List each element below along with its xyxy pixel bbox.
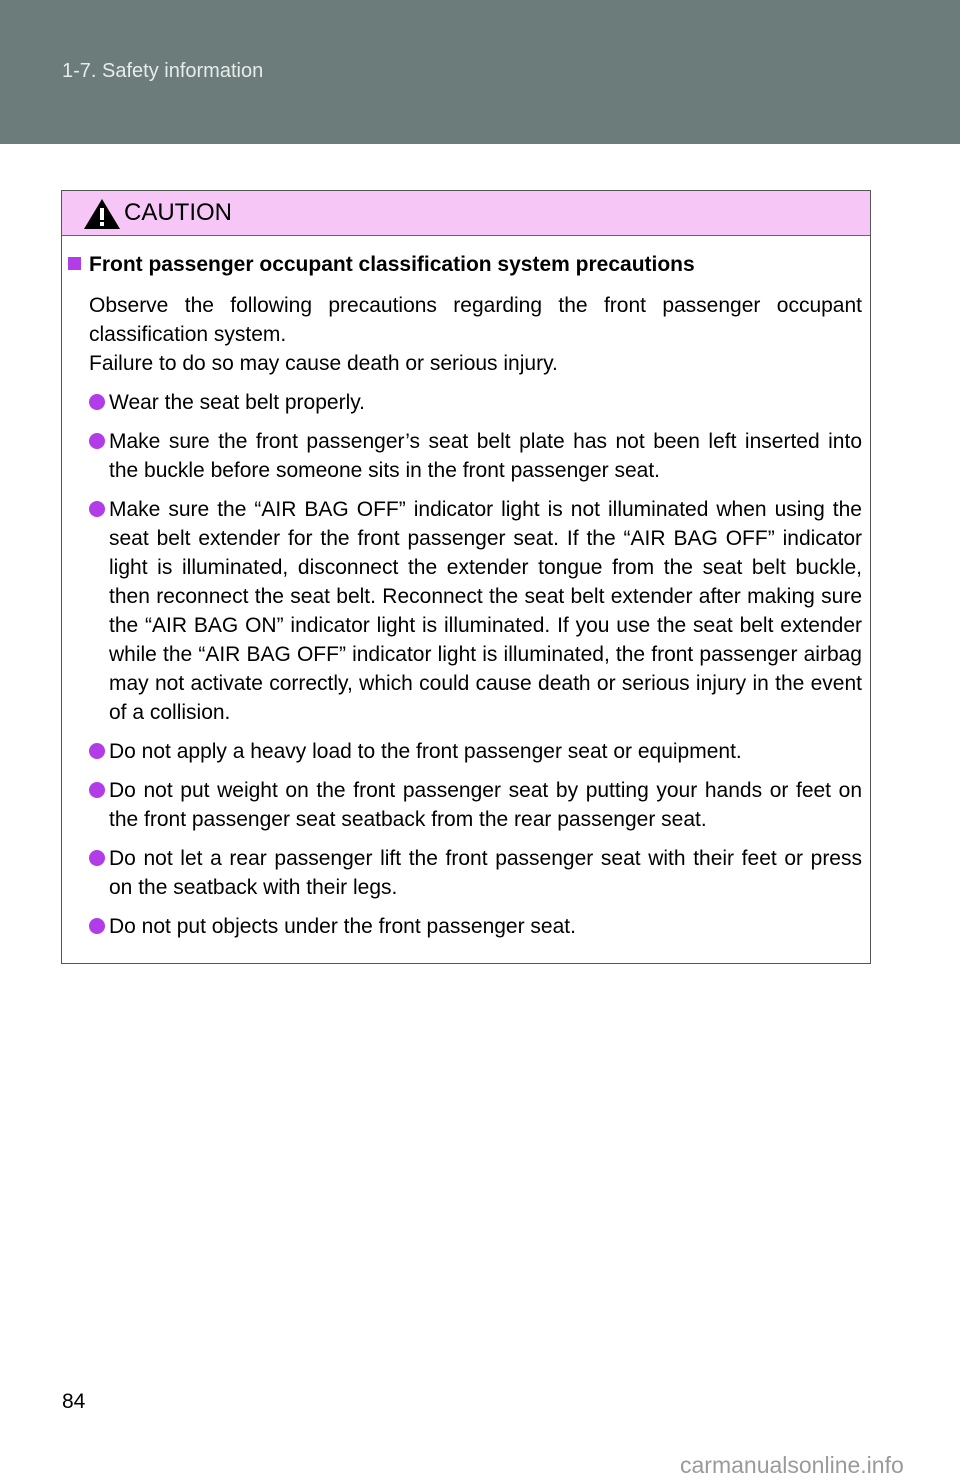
list-item <box>89 427 862 485</box>
caution-title <box>68 253 695 277</box>
list-item-text: Make sure the front passenger’s seat belt plate has not been left inserted into the buckle before someone sits in the front passenger seat. <box>109 430 862 482</box>
caution-header <box>62 191 870 236</box>
bullet-icon <box>89 782 105 798</box>
square-bullet-icon <box>68 257 81 270</box>
list-item <box>89 912 862 941</box>
list-item <box>89 776 862 834</box>
list-item-text: Do not let a rear passenger lift the front passenger seat with their feet or press on the seatback with their legs. <box>109 847 862 899</box>
caution-box <box>61 190 871 964</box>
list-item <box>89 844 862 902</box>
caution-label: CAUTION <box>124 199 232 226</box>
list-item-text: Do not put weight on the front passenger seat by putting your hands or feet on the front passenger seat seatback from the rear passenger seat. <box>109 779 862 831</box>
watermark: carmanualsonline.info <box>680 1452 904 1478</box>
bullet-icon <box>89 743 105 759</box>
bullet-icon <box>89 501 105 517</box>
page-number: 84 <box>62 1390 86 1413</box>
intro-text: Observe the following precautions regarding the front passenger occupant classification system. <box>89 294 862 346</box>
caution-title-text: Front passenger occupant classification system precautions <box>89 253 695 276</box>
list-item <box>89 388 862 417</box>
bullet-icon <box>89 394 105 410</box>
precaution-list <box>89 388 862 951</box>
list-item <box>89 737 862 766</box>
warning-icon <box>83 198 121 230</box>
section-title: 1-7. Safety information <box>62 60 264 82</box>
list-item-text: Do not apply a heavy load to the front passenger seat or equipment. <box>109 740 742 763</box>
page-header <box>0 0 960 144</box>
bullet-icon <box>89 433 105 449</box>
caution-intro <box>89 291 862 378</box>
bullet-icon <box>89 850 105 866</box>
bullet-icon <box>89 918 105 934</box>
list-item <box>89 495 862 727</box>
list-item-text: Make sure the “AIR BAG OFF” indicator light is not illuminated when using the seat belt extender for the front passenger seat. If the “AIR BAG OFF” indicator light is illuminated, disconnect the extender tongue from the seat belt buckle, then reconnect the seat belt. Reconnect the seat belt extender after making sure the “AIR BAG ON” indicator light is illuminated. If you use the seat belt extender while the “AIR BAG OFF” indicator light is illuminated, the front passenger airbag may not activate correctly, which could cause death or serious injury in the event of a collision. <box>109 498 862 724</box>
list-item-text: Wear the seat belt properly. <box>109 391 366 414</box>
list-item-text: Do not put objects under the front passenger seat. <box>109 915 576 938</box>
intro-warning: Failure to do so may cause death or serious injury. <box>89 352 558 375</box>
